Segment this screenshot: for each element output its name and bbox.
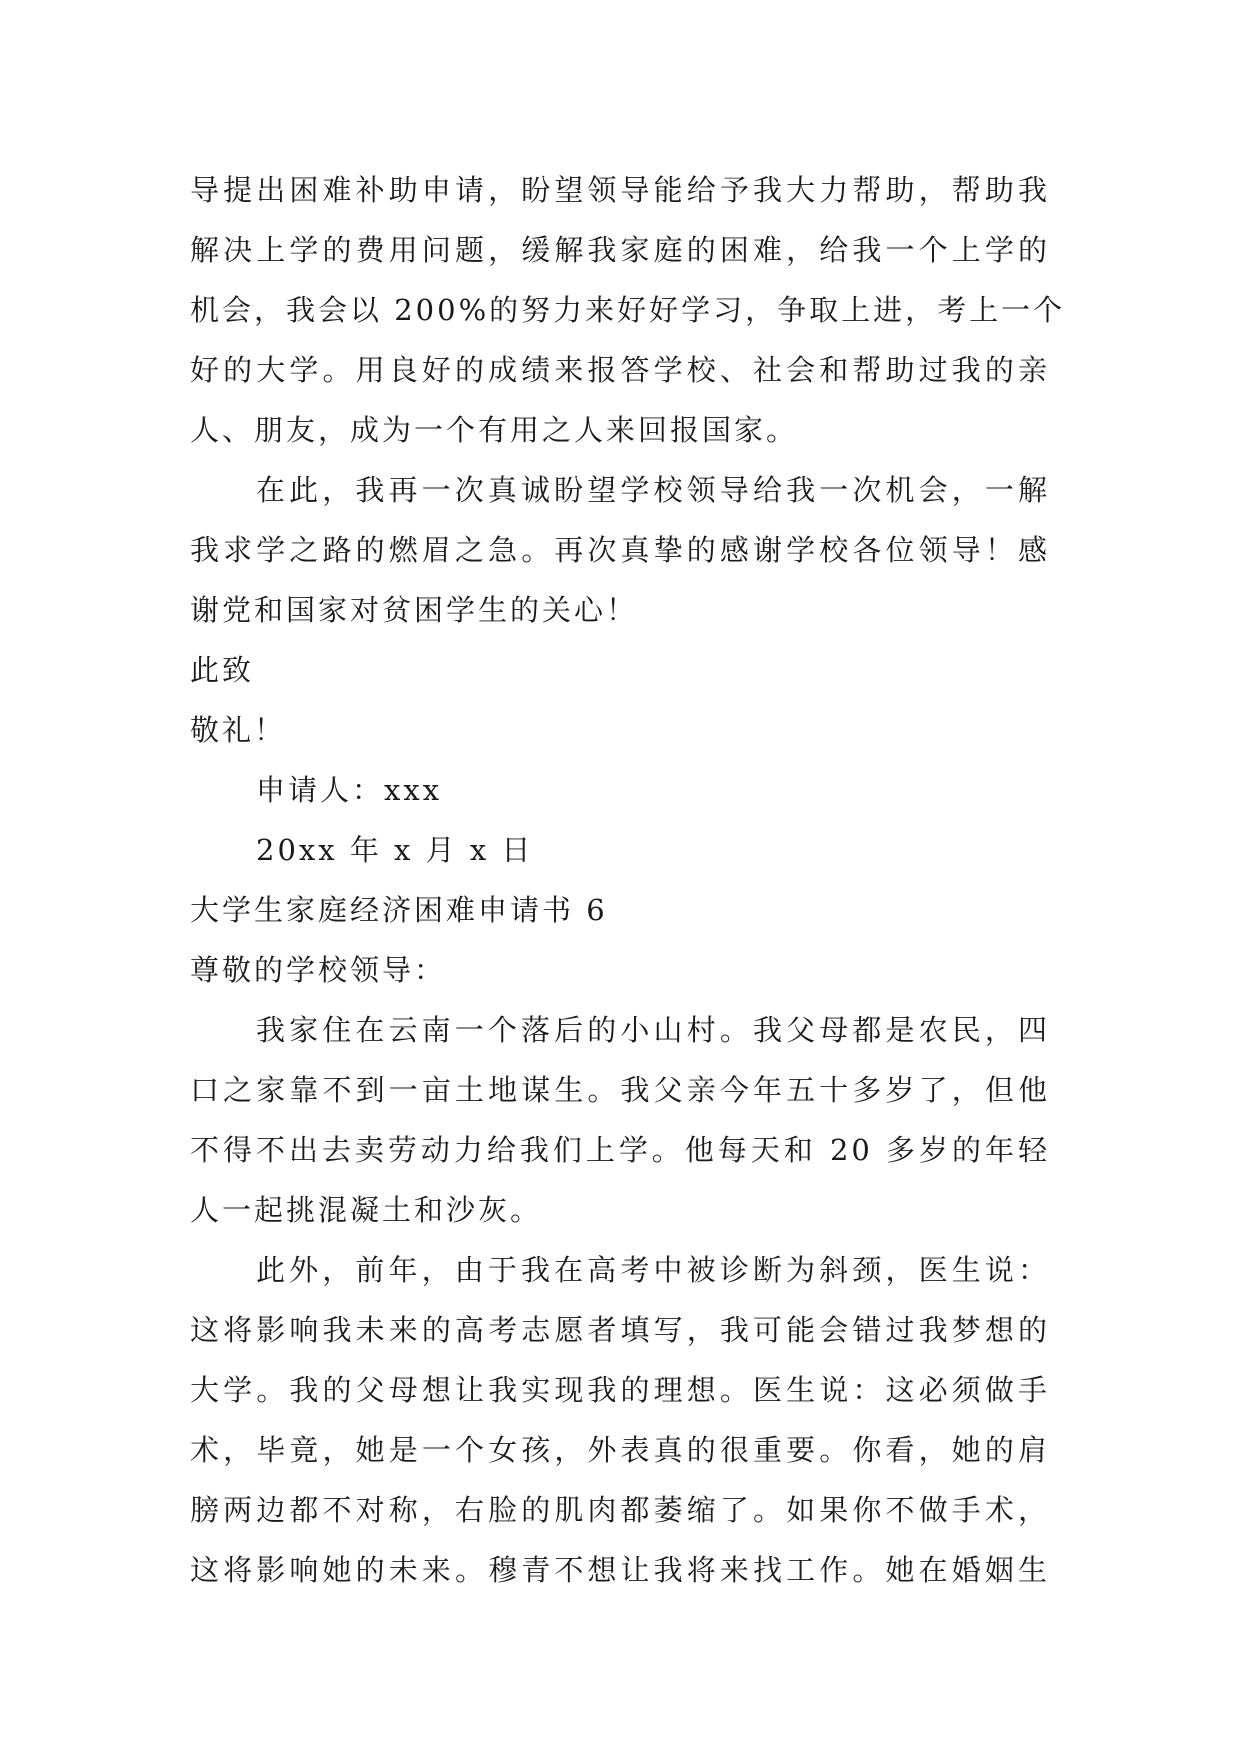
text-line: 谢党和国家对贫困学生的关心！ bbox=[190, 593, 639, 627]
text-line: 导提出困难补助申请，盼望领导能给予我大力帮助，帮助我 bbox=[190, 173, 1050, 207]
text-line: 膀两边都不对称，右脸的肌肉都萎缩了。如果你不做手术， bbox=[190, 1493, 1050, 1527]
text-line: 术，毕竟，她是一个女孩，外表真的很重要。你看，她的肩 bbox=[190, 1433, 1050, 1467]
text-line: 好的大学。用良好的成绩来报答学校、社会和帮助过我的亲 bbox=[190, 353, 1050, 387]
text-line: 解决上学的费用问题，缓解我家庭的困难，给我一个上学的 bbox=[190, 233, 1050, 267]
paragraph-start-line: 我家住在云南一个落后的小山村。我父母都是农民，四 bbox=[256, 1013, 1050, 1047]
text-line: 这将影响我未来的高考志愿者填写，我可能会错过我梦想的 bbox=[190, 1313, 1050, 1347]
paragraph-start-line: 在此，我再一次真诚盼望学校领导给我一次机会，一解 bbox=[256, 473, 1050, 507]
text-line: 我求学之路的燃眉之急。再次真挚的感谢学校各位领导！感 bbox=[190, 533, 1050, 567]
paragraph-start-line: 此外，前年，由于我在高考中被诊断为斜颈，医生说： bbox=[256, 1253, 1050, 1287]
text-line: 这将影响她的未来。穆青不想让我将来找工作。她在婚姻生 bbox=[190, 1553, 1050, 1587]
document-body bbox=[190, 160, 1066, 1600]
section-title: 大学生家庭经济困难申请书 6 bbox=[190, 893, 608, 927]
text-line: 人、朋友，成为一个有用之人来回报国家。 bbox=[190, 413, 799, 447]
applicant-signature: 申请人：xxx bbox=[256, 773, 443, 807]
text-line: 口之家靠不到一亩土地谋生。我父亲今年五十多岁了，但他 bbox=[190, 1073, 1050, 1107]
text-line: 不得不出去卖劳动力给我们上学。他每天和 20 多岁的年轻 bbox=[190, 1133, 1050, 1167]
text-line: 机会，我会以 200%的努力来好好学习，争取上进，考上一个 bbox=[190, 293, 1066, 327]
signature-date: 20xx 年 x 月 x 日 bbox=[256, 833, 534, 867]
greeting: 尊敬的学校领导： bbox=[190, 953, 447, 987]
closing-regards: 敬礼！ bbox=[190, 713, 287, 747]
text-line: 人一起挑混凝土和沙灰。 bbox=[190, 1193, 543, 1227]
text-line: 大学。我的父母想让我实现我的理想。医生说：这必须做手 bbox=[190, 1373, 1050, 1407]
closing-salutation: 此致 bbox=[190, 653, 255, 687]
